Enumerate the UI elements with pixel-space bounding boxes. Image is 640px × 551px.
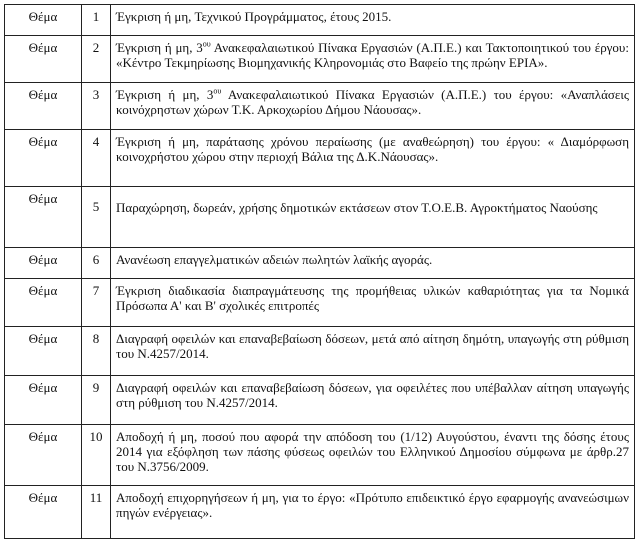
row-text-part: Έγκριση ή μη, 3 xyxy=(116,87,214,102)
row-text: Παραχώρηση, δωρεάν, χρήσης δημοτικών εκτάσεων στον Τ.Ο.Ε.Β. Αγροκτήματος Ναούσης xyxy=(111,187,635,248)
row-label: Θέμα xyxy=(5,5,82,36)
agenda-table xyxy=(4,4,635,539)
row-number: 8 xyxy=(82,327,111,376)
table-row xyxy=(5,83,635,130)
row-label: Θέμα xyxy=(5,130,82,187)
row-number: 5 xyxy=(82,187,111,248)
row-text: Έγκριση ή μη, Τεχνικού Προγράμματος, έτους 2015. xyxy=(111,5,635,36)
ordinal-suffix: ου xyxy=(202,39,211,49)
row-label: Θέμα xyxy=(5,36,82,83)
table-row xyxy=(5,5,635,36)
table-row xyxy=(5,486,635,539)
row-number: 10 xyxy=(82,425,111,486)
table-row xyxy=(5,248,635,279)
row-number: 3 xyxy=(82,83,111,130)
table-row xyxy=(5,376,635,425)
table-row xyxy=(5,327,635,376)
row-label: Θέμα xyxy=(5,187,82,248)
row-text: Έγκριση διαδικασία διαπραγμάτευσης της προμήθειας υλικών καθαριότητας για τα Νομικά Πρόσωπα Α' και Β' σχολικές επιτροπές xyxy=(111,279,635,327)
row-label: Θέμα xyxy=(5,279,82,327)
row-number: 4 xyxy=(82,130,111,187)
row-label: Θέμα xyxy=(5,248,82,279)
row-label: Θέμα xyxy=(5,83,82,130)
row-text xyxy=(111,83,635,130)
row-text: Αποδοχή ή μη, ποσού που αφορά την απόδοση του (1/12) Αυγούστου, έναντι της δόσης έτους 2014 για εξόφληση των πάσης φύσεως οφειλών του Ελληνικού Δημοσίου σύμφωνα με άρθρ.27 του Ν.3756/2009. xyxy=(111,425,635,486)
row-label: Θέμα xyxy=(5,486,82,539)
row-text xyxy=(111,36,635,83)
row-number: 9 xyxy=(82,376,111,425)
row-text-part: Ανακεφαλαιωτικού Πίνακα Εργασιών (Α.Π.Ε.) του έργου: «Αναπλάσεις κοινόχρηστων χώρων Τ.Κ. Αρκοχωρίου Δήμου Νάουσας». xyxy=(116,87,629,117)
row-text: Έγκριση ή μη, παράτασης χρόνου περαίωσης (με αναθεώρηση) του έργου: « Διαμόρφωση κοινοχρήστου χώρου στην περιοχή Βάλια της Δ.Κ.Νάουσας». xyxy=(111,130,635,187)
row-label: Θέμα xyxy=(5,327,82,376)
row-number: 7 xyxy=(82,279,111,327)
row-number: 6 xyxy=(82,248,111,279)
row-text-part: Ανακεφαλαιωτικού Πίνακα Εργασιών (Α.Π.Ε.) και Τακτοποιητικού του έργου: «Κέντρο Τεκμηρίωσης Βιομηχανικής Κληρονομιάς στο Βαφείο της πρώην ΕΡΙΑ». xyxy=(116,40,629,70)
table-row xyxy=(5,36,635,83)
table-row xyxy=(5,425,635,486)
table-row xyxy=(5,187,635,248)
row-text-part: Έγκριση ή μη, 3 xyxy=(116,40,203,55)
row-number: 1 xyxy=(82,5,111,36)
row-number: 11 xyxy=(82,486,111,539)
table-row xyxy=(5,279,635,327)
table-row xyxy=(5,130,635,187)
ordinal-suffix: ου xyxy=(213,86,222,96)
row-label: Θέμα xyxy=(5,376,82,425)
row-number: 2 xyxy=(82,36,111,83)
row-text: Ανανέωση επαγγελματικών αδειών πωλητών λαϊκής αγοράς. xyxy=(111,248,635,279)
row-text: Αποδοχή επιχορηγήσεων ή μη, για το έργο: «Πρότυπο επιδεικτικό έργο εφαρμογής ανανεώσιμων πηγών ενέργειας». xyxy=(111,486,635,539)
row-label: Θέμα xyxy=(5,425,82,486)
row-text: Διαγραφή οφειλών και επαναβεβαίωση δόσεων, για οφειλέτες που υπέβαλλαν αίτηση υπαγωγής στη ρύθμιση του Ν.4257/2014. xyxy=(111,376,635,425)
row-text: Διαγραφή οφειλών και επαναβεβαίωση δόσεων, μετά από αίτηση δημότη, υπαγωγής στη ρύθμιση του Ν.4257/2014. xyxy=(111,327,635,376)
